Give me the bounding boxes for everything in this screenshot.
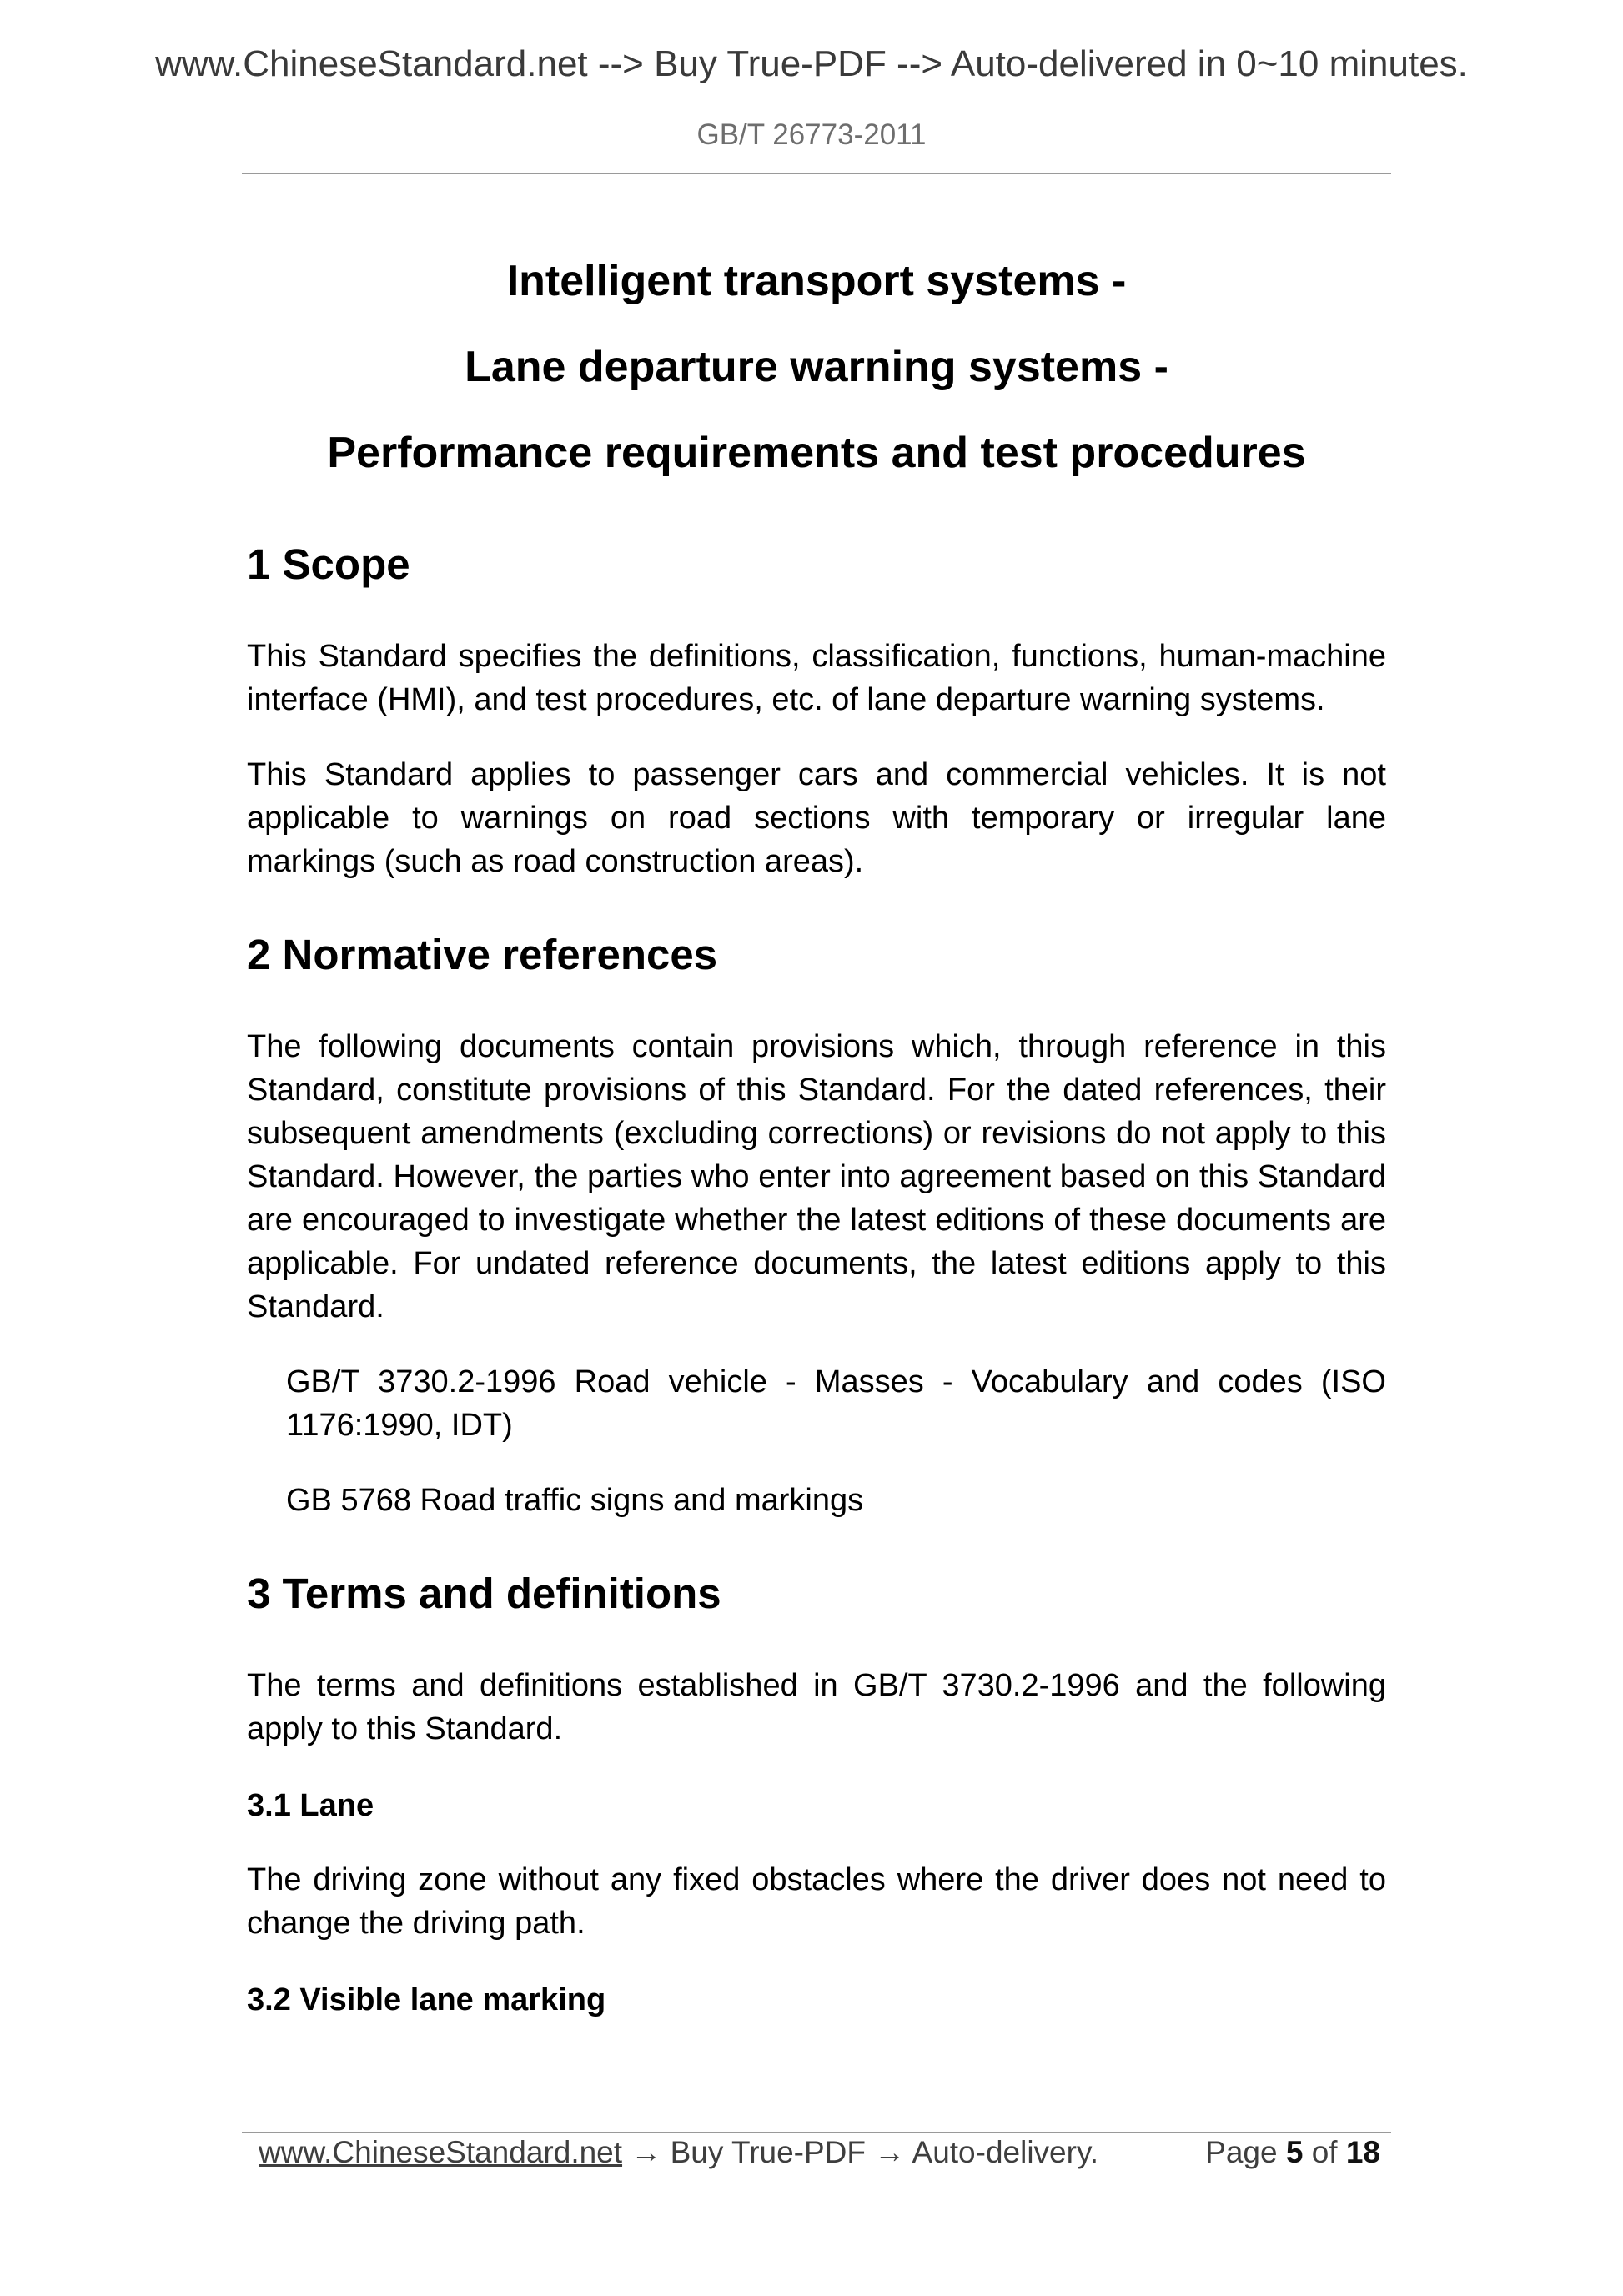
page-footer [259,2135,1380,2177]
header-divider [242,173,1391,174]
section-heading-terms: 3 Terms and definitions [247,1570,721,1617]
of-label: of [1311,2135,1338,2169]
page-body [247,239,1386,2019]
page-indicator [1205,2135,1380,2170]
subsection-heading-visible-lane-marking: 3.2 Visible lane marking [247,1982,606,2017]
header-banner: www.ChineseStandard.net --> Buy True-PDF --> Auto-delivered in 0~10 minutes. [155,43,1468,84]
normative-references-paragraph: The following documents contain provisions which, through reference in this Standard, constitute provisions of this Standard. For the dated references, their subsequent amendments (excluding corrections) or revisions do not apply to this Standard. However, the parties who enter into agreement based on this Standard are encouraged to investigate whether the latest editions of these documents are applicable. For undated reference documents, the latest editions apply to this Standard. [247,1029,1386,1324]
title-line-1: Intelligent transport systems - [506,257,1127,305]
reference-item: GB 5768 Road traffic signs and markings [286,1483,864,1518]
lane-definition: The driving zone without any fixed obstacles where the driver does not need to change the driving path. [247,1862,1386,1941]
title-line-3: Performance requirements and test procedures [327,429,1306,477]
page-number: 5 [1285,2135,1304,2169]
section-heading-normative-references: 2 Normative references [247,931,718,978]
subsection-heading-lane: 3.1 Lane [247,1788,374,1823]
scope-paragraph-1: This Standard specifies the definitions, classification, functions, human-machine interface (HMI), and test procedures, etc. of lane departure warning systems. [247,639,1386,717]
page-label: Page [1205,2135,1278,2169]
terms-paragraph: The terms and definitions established in GB/T 3730.2-1996 and the following apply to this Standard. [247,1668,1386,1746]
section-heading-scope: 1 Scope [247,540,410,588]
document-title [247,239,1386,496]
scope-paragraph-2: This Standard applies to passenger cars and commercial vehicles. It is not applicable to warnings on road sections with temporary or irregular lane markings (such as road construction areas). [247,757,1386,879]
footer-promo [259,2135,1098,2170]
footer-tagline: → Buy True-PDF → Auto-delivery. [622,2135,1098,2169]
total-pages: 18 [1345,2135,1380,2169]
footer-site-link[interactable]: www.ChineseStandard.net [259,2135,623,2169]
footer-divider [242,2132,1391,2133]
reference-item: GB/T 3730.2-1996 Road vehicle - Masses - Vocabulary and codes (ISO 1176:1990, IDT) [286,1364,1386,1443]
title-line-2: Lane departure warning systems - [465,343,1168,391]
standard-number: GB/T 26773-2011 [696,118,927,151]
